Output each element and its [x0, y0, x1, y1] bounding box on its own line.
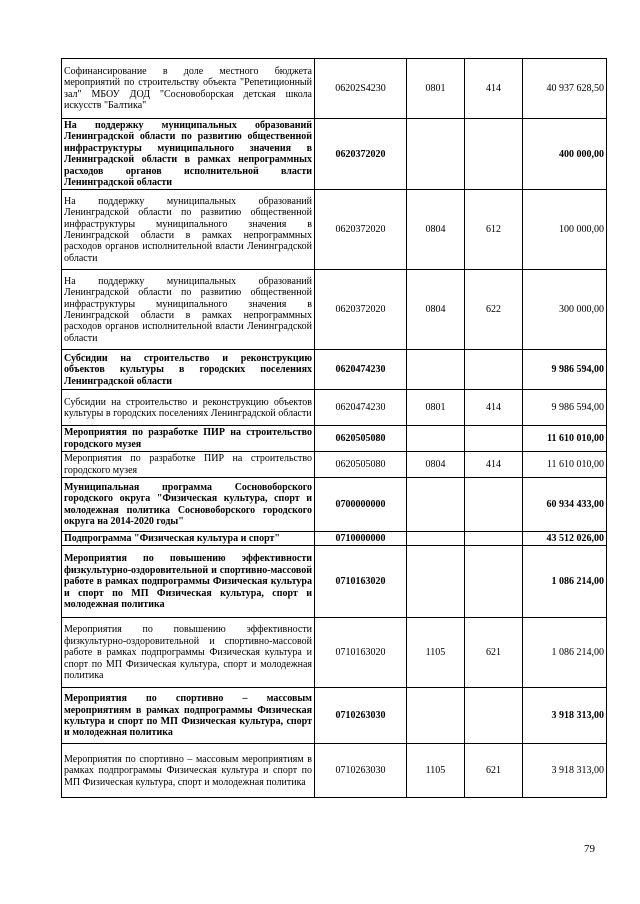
- row-section-code: 0804: [407, 270, 465, 350]
- row-description: На поддержку муниципальных образований Ленинградской области по развитию общественной инфраструктуры муниципального значения в Ленинградской области в рамках непрограммных расходов органов исполнительной власти Ленинградской области: [62, 270, 315, 350]
- row-expense-type: 414: [465, 390, 523, 426]
- row-section-code: [407, 546, 465, 618]
- table-row: [62, 119, 607, 190]
- row-target-code: 0620474230: [315, 350, 407, 390]
- row-target-code: 0620372020: [315, 270, 407, 350]
- table-row: [62, 350, 607, 390]
- row-expense-type: 414: [465, 59, 523, 119]
- table-row: [62, 546, 607, 618]
- row-section-code: [407, 119, 465, 190]
- row-description: Субсидии на строительство и реконструкцию объектов культуры в городских поселениях Ленинградской области: [62, 390, 315, 426]
- table-row: [62, 59, 607, 119]
- row-amount: 1 086 214,00: [523, 546, 607, 618]
- row-section-code: 0804: [407, 452, 465, 478]
- table-row: [62, 478, 607, 532]
- row-expense-type: 621: [465, 744, 523, 798]
- row-amount: 11 610 010,00: [523, 452, 607, 478]
- row-target-code: 0620372020: [315, 119, 407, 190]
- table-row: [62, 190, 607, 270]
- row-expense-type: [465, 546, 523, 618]
- row-description: Субсидии на строительство и реконструкцию объектов культуры в городских поселениях Ленинградской области: [62, 350, 315, 390]
- row-amount: 400 000,00: [523, 119, 607, 190]
- row-expense-type: [465, 478, 523, 532]
- row-description: Мероприятия по разработке ПИР на строительство городского музея: [62, 426, 315, 452]
- row-description: Софинансирование в доле местного бюджета мероприятий по строительству объекта "Репетиционный зал" МБОУ ДОД "Сосновоборская детская школа искусств "Балтика": [62, 59, 315, 119]
- row-amount: 9 986 594,00: [523, 350, 607, 390]
- row-target-code: 0710163020: [315, 546, 407, 618]
- row-expense-type: [465, 350, 523, 390]
- row-description: На поддержку муниципальных образований Ленинградской области по развитию общественной инфраструктуры муниципального значения в Ленинградской области в рамках непрограммных расходов органов исполнительной власти Ленинградской области: [62, 119, 315, 190]
- row-expense-type: 622: [465, 270, 523, 350]
- row-amount: 43 512 026,00: [523, 532, 607, 546]
- row-target-code: 0710263030: [315, 744, 407, 798]
- row-section-code: 1105: [407, 618, 465, 688]
- row-description: Мероприятия по повышению эффективности физкультурно-оздоровительной и спортивно-массовой работе в рамках подпрограммы Физическая культура и спорт по МП Физическая культура, спорт и молодежная политика: [62, 546, 315, 618]
- budget-table-body: [62, 59, 607, 798]
- row-target-code: 0710163020: [315, 618, 407, 688]
- row-amount: 300 000,00: [523, 270, 607, 350]
- row-target-code: 0620474230: [315, 390, 407, 426]
- row-amount: 60 934 433,00: [523, 478, 607, 532]
- row-amount: 9 986 594,00: [523, 390, 607, 426]
- row-amount: 3 918 313,00: [523, 744, 607, 798]
- row-section-code: 1105: [407, 744, 465, 798]
- row-expense-type: 612: [465, 190, 523, 270]
- row-description: На поддержку муниципальных образований Ленинградской области по развитию общественной инфраструктуры муниципального значения в Ленинградской области в рамках непрограммных расходов органов исполнительной власти Ленинградской области: [62, 190, 315, 270]
- table-row: [62, 744, 607, 798]
- row-section-code: 0801: [407, 390, 465, 426]
- row-amount: 40 937 628,50: [523, 59, 607, 119]
- row-description: Подпрограмма "Физическая культура и спорт": [62, 532, 315, 546]
- row-target-code: 0620372020: [315, 190, 407, 270]
- row-amount: 100 000,00: [523, 190, 607, 270]
- row-target-code: 06202S4230: [315, 59, 407, 119]
- budget-table: [61, 58, 607, 798]
- row-section-code: 0801: [407, 59, 465, 119]
- table-row: [62, 390, 607, 426]
- table-row: [62, 618, 607, 688]
- row-section-code: [407, 688, 465, 744]
- table-row: [62, 426, 607, 452]
- row-description: Мероприятия по спортивно – массовым мероприятиям в рамках подпрограммы Физическая культура и спорт по МП Физическая культура, спорт и молодежная политика: [62, 688, 315, 744]
- row-target-code: 0620505080: [315, 452, 407, 478]
- row-amount: 1 086 214,00: [523, 618, 607, 688]
- row-section-code: 0804: [407, 190, 465, 270]
- row-expense-type: [465, 688, 523, 744]
- row-target-code: 0710000000: [315, 532, 407, 546]
- row-expense-type: 414: [465, 452, 523, 478]
- table-row: [62, 532, 607, 546]
- table-row: [62, 452, 607, 478]
- row-expense-type: [465, 426, 523, 452]
- row-description: Муниципальная программа Сосновоборского городского округа "Физическая культура, спорт и молодежная политика Сосновоборского городского округа на 2014-2020 годы": [62, 478, 315, 532]
- row-description: Мероприятия по спортивно – массовым мероприятиям в рамках подпрограммы Физическая культура и спорт по МП Физическая культура, спорт и молодежная политика: [62, 744, 315, 798]
- table-row: [62, 688, 607, 744]
- row-target-code: 0700000000: [315, 478, 407, 532]
- row-target-code: 0620505080: [315, 426, 407, 452]
- row-expense-type: [465, 532, 523, 546]
- row-description: Мероприятия по повышению эффективности физкультурно-оздоровительной и спортивно-массовой работе в рамках подпрограммы Физическая культура и спорт по МП Физическая культура, спорт и молодежная политика: [62, 618, 315, 688]
- page-number: 79: [584, 843, 595, 855]
- row-description: Мероприятия по разработке ПИР на строительство городского музея: [62, 452, 315, 478]
- row-section-code: [407, 350, 465, 390]
- row-target-code: 0710263030: [315, 688, 407, 744]
- table-row: [62, 270, 607, 350]
- row-amount: 11 610 010,00: [523, 426, 607, 452]
- row-amount: 3 918 313,00: [523, 688, 607, 744]
- row-expense-type: 621: [465, 618, 523, 688]
- row-section-code: [407, 426, 465, 452]
- row-section-code: [407, 532, 465, 546]
- row-section-code: [407, 478, 465, 532]
- row-expense-type: [465, 119, 523, 190]
